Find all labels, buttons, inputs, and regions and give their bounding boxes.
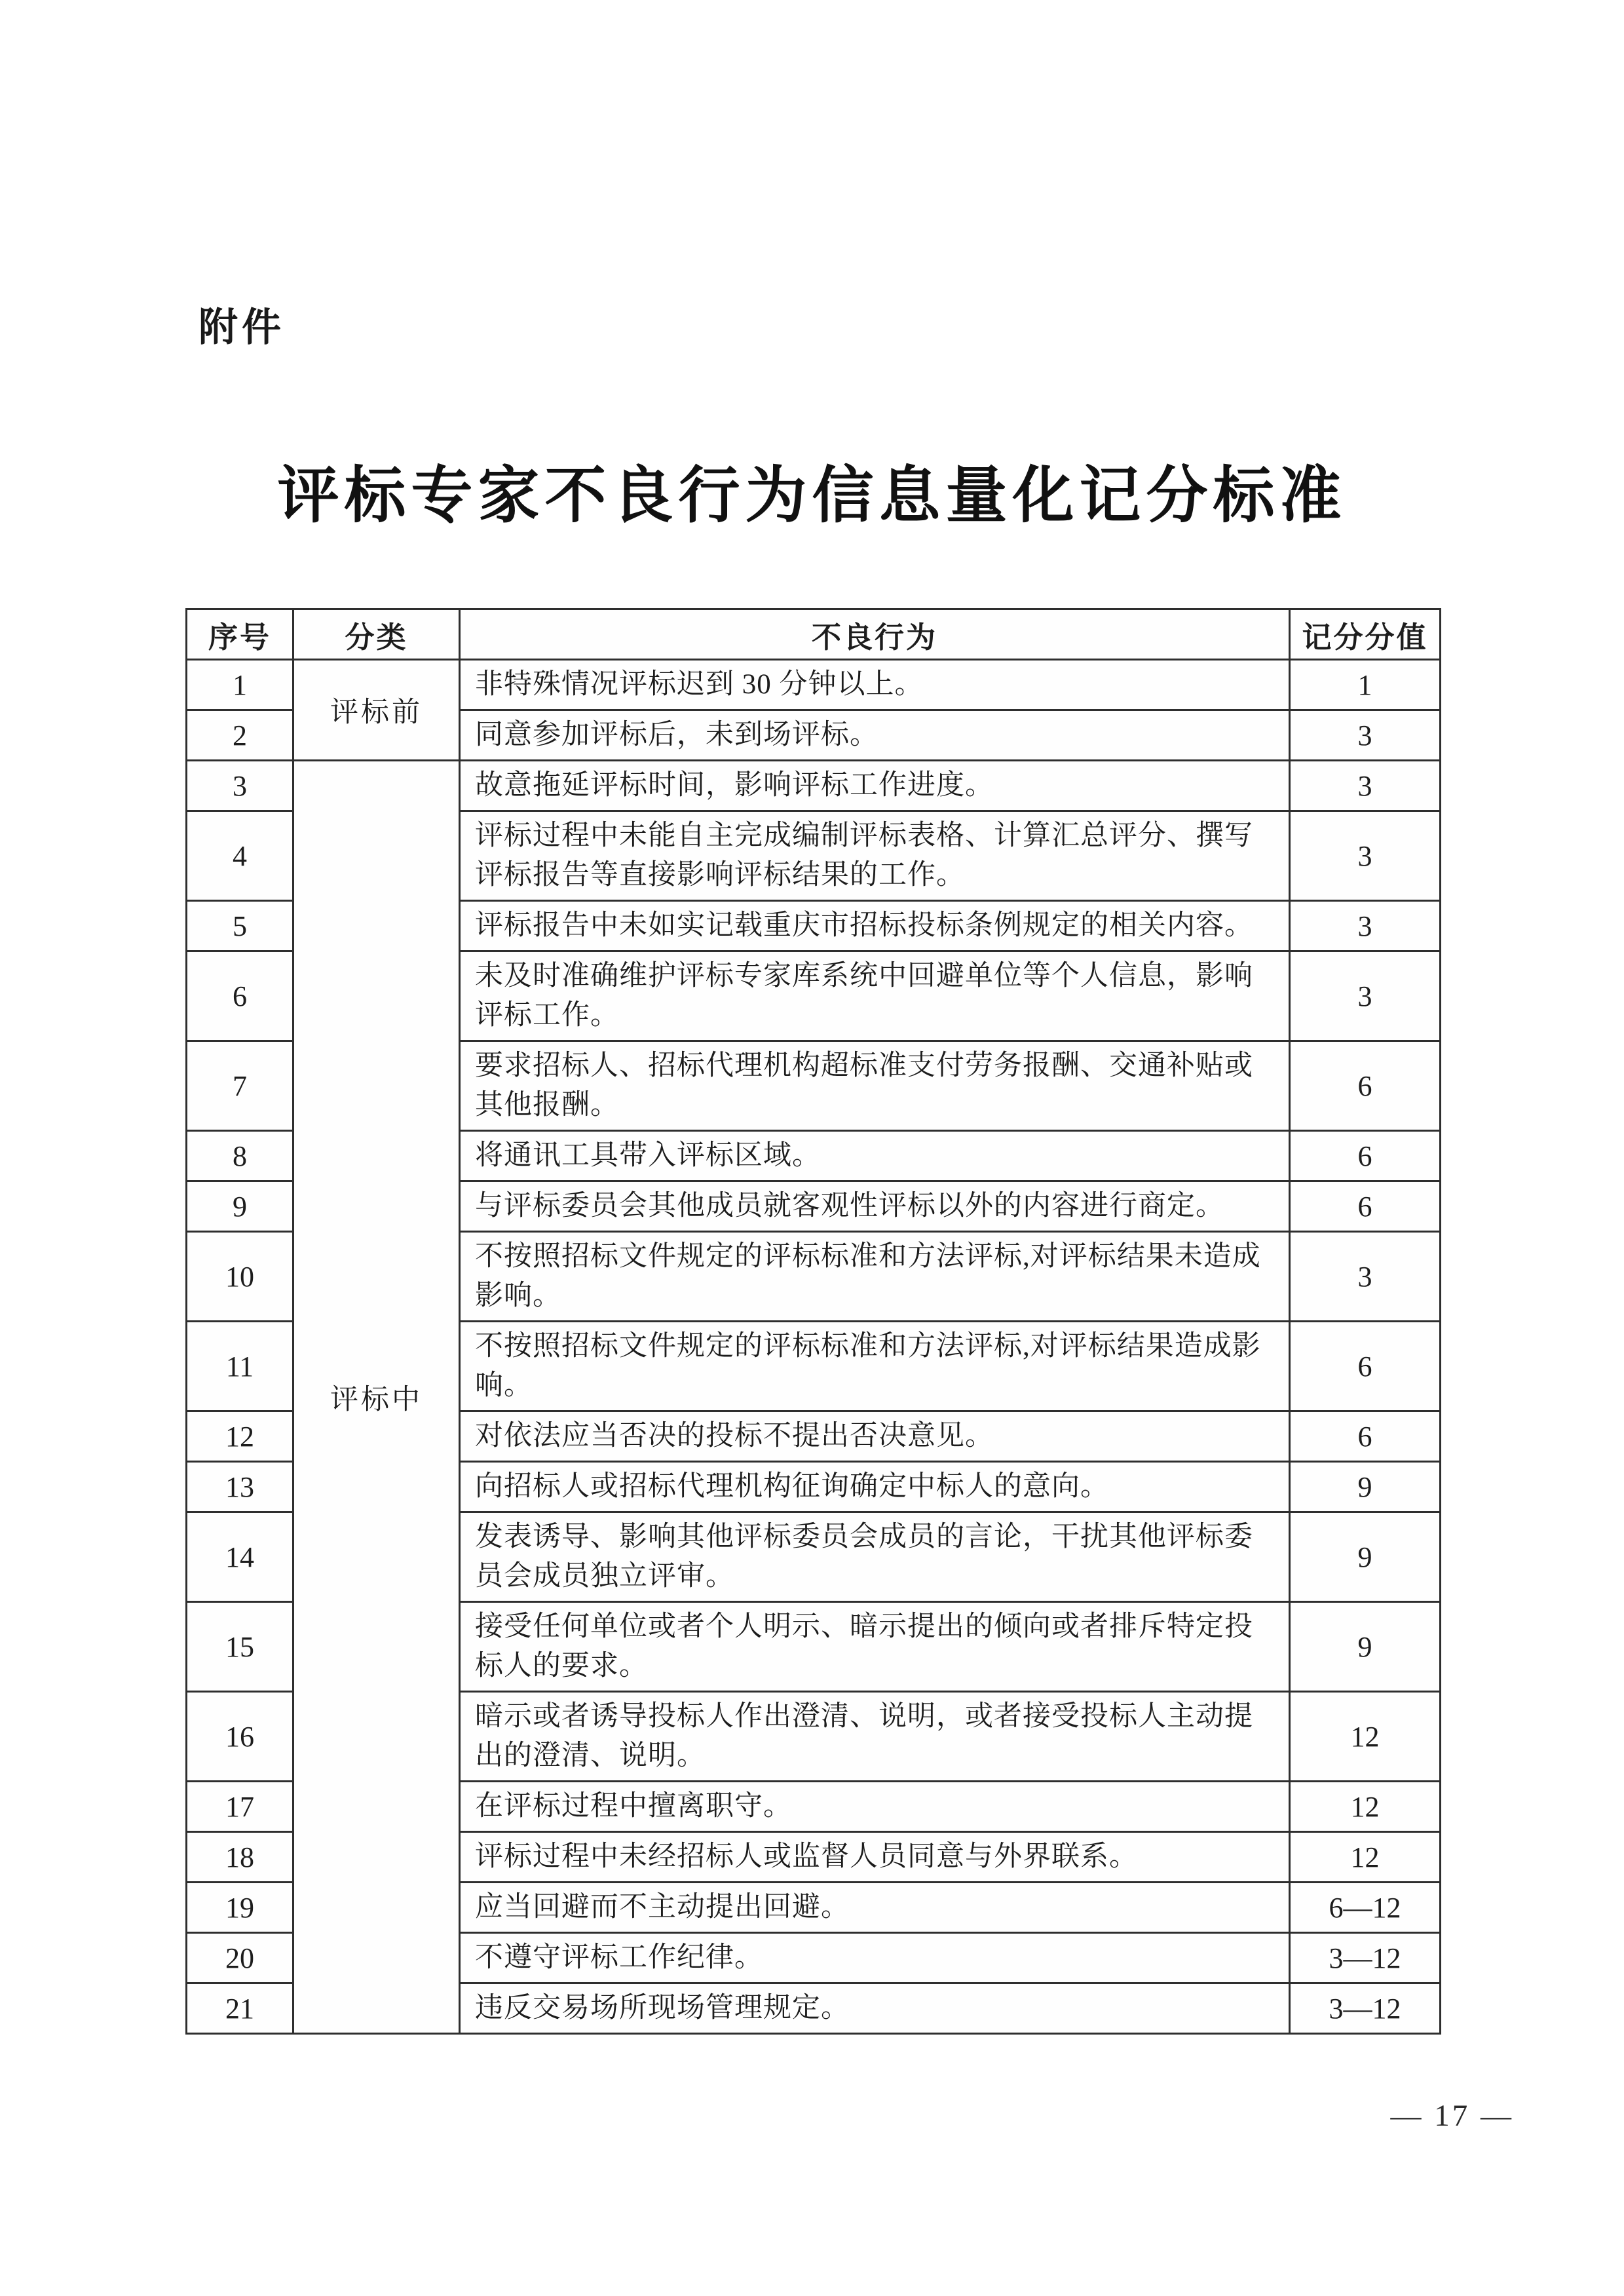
behavior-cell: 暗示或者诱导投标人作出澄清、说明，或者接受投标人主动提出的澄清、说明。 (460, 1692, 1290, 1782)
column-header: 序号 (187, 609, 293, 660)
table-header-row (187, 609, 1441, 660)
column-header: 不良行为 (460, 609, 1290, 660)
column-header: 分类 (293, 609, 460, 660)
score-cell: 6 (1290, 1322, 1441, 1411)
behavior-cell: 不按照招标文件规定的评标标准和方法评标,对评标结果造成影响。 (460, 1322, 1290, 1411)
behavior-cell: 未及时准确维护评标专家库系统中回避单位等个人信息，影响评标工作。 (460, 951, 1290, 1041)
behavior-cell: 评标过程中未能自主完成编制评标表格、计算汇总评分、撰写评标报告等直接影响评标结果的工作。 (460, 811, 1290, 901)
behavior-cell: 不按照招标文件规定的评标标准和方法评标,对评标结果未造成影响。 (460, 1232, 1290, 1322)
behavior-cell: 同意参加评标后，未到场评标。 (460, 710, 1290, 761)
score-cell: 6 (1290, 1041, 1441, 1131)
score-cell: 3 (1290, 901, 1441, 951)
score-cell: 3 (1290, 811, 1441, 901)
score-cell: 6 (1290, 1411, 1441, 1462)
score-cell: 9 (1290, 1512, 1441, 1602)
row-number-cell: 4 (187, 811, 293, 901)
score-cell: 6 (1290, 1131, 1441, 1181)
row-number-cell: 12 (187, 1411, 293, 1462)
row-number-cell: 21 (187, 1983, 293, 2034)
table-row (187, 660, 1441, 710)
page-number: — 17 — (1390, 2099, 1514, 2133)
row-number-cell: 8 (187, 1131, 293, 1181)
score-cell: 1 (1290, 660, 1441, 710)
behavior-cell: 将通讯工具带入评标区域。 (460, 1131, 1290, 1181)
score-cell: 6—12 (1290, 1883, 1441, 1933)
behavior-cell: 故意拖延评标时间，影响评标工作进度。 (460, 761, 1290, 811)
row-number-cell: 10 (187, 1232, 293, 1322)
row-number-cell: 11 (187, 1322, 293, 1411)
behavior-cell: 发表诱导、影响其他评标委员会成员的言论，干扰其他评标委员会成员独立评审。 (460, 1512, 1290, 1602)
behavior-cell: 非特殊情况评标迟到 30 分钟以上。 (460, 660, 1290, 710)
row-number-cell: 19 (187, 1883, 293, 1933)
column-header: 记分分值 (1290, 609, 1441, 660)
score-table (185, 608, 1441, 2035)
row-number-cell: 20 (187, 1933, 293, 1983)
score-cell: 9 (1290, 1602, 1441, 1692)
behavior-cell: 对依法应当否决的投标不提出否决意见。 (460, 1411, 1290, 1462)
behavior-cell: 不遵守评标工作纪律。 (460, 1933, 1290, 1983)
behavior-cell: 在评标过程中擅离职守。 (460, 1782, 1290, 1832)
score-cell: 3 (1290, 761, 1441, 811)
attachment-label: 附件 (198, 305, 285, 349)
score-cell: 3—12 (1290, 1933, 1441, 1983)
behavior-cell: 接受任何单位或者个人明示、暗示提出的倾向或者排斥特定投标人的要求。 (460, 1602, 1290, 1692)
score-cell: 9 (1290, 1462, 1441, 1512)
page-title: 评标专家不良行为信息量化记分标准 (277, 461, 1347, 529)
row-number-cell: 17 (187, 1782, 293, 1832)
score-cell: 12 (1290, 1692, 1441, 1782)
behavior-cell: 评标报告中未如实记载重庆市招标投标条例规定的相关内容。 (460, 901, 1290, 951)
behavior-cell: 要求招标人、招标代理机构超标准支付劳务报酬、交通补贴或其他报酬。 (460, 1041, 1290, 1131)
row-number-cell: 5 (187, 901, 293, 951)
row-number-cell: 6 (187, 951, 293, 1041)
behavior-cell: 评标过程中未经招标人或监督人员同意与外界联系。 (460, 1832, 1290, 1883)
row-number-cell: 7 (187, 1041, 293, 1131)
score-cell: 3 (1290, 951, 1441, 1041)
row-number-cell: 2 (187, 710, 293, 761)
row-number-cell: 3 (187, 761, 293, 811)
behavior-cell: 应当回避而不主动提出回避。 (460, 1883, 1290, 1933)
row-number-cell: 9 (187, 1181, 293, 1232)
score-cell: 3 (1290, 1232, 1441, 1322)
row-number-cell: 13 (187, 1462, 293, 1512)
score-cell: 3 (1290, 710, 1441, 761)
row-number-cell: 18 (187, 1832, 293, 1883)
row-number-cell: 16 (187, 1692, 293, 1782)
score-cell: 12 (1290, 1782, 1441, 1832)
behavior-cell: 违反交易场所现场管理规定。 (460, 1983, 1290, 2034)
row-number-cell: 1 (187, 660, 293, 710)
score-cell: 3—12 (1290, 1983, 1441, 2034)
score-cell: 6 (1290, 1181, 1441, 1232)
behavior-cell: 与评标委员会其他成员就客观性评标以外的内容进行商定。 (460, 1181, 1290, 1232)
category-cell: 评标前 (293, 660, 460, 761)
score-cell: 12 (1290, 1832, 1441, 1883)
category-cell: 评标中 (293, 761, 460, 2034)
behavior-cell: 向招标人或招标代理机构征询确定中标人的意向。 (460, 1462, 1290, 1512)
row-number-cell: 15 (187, 1602, 293, 1692)
table-row (187, 761, 1441, 811)
row-number-cell: 14 (187, 1512, 293, 1602)
